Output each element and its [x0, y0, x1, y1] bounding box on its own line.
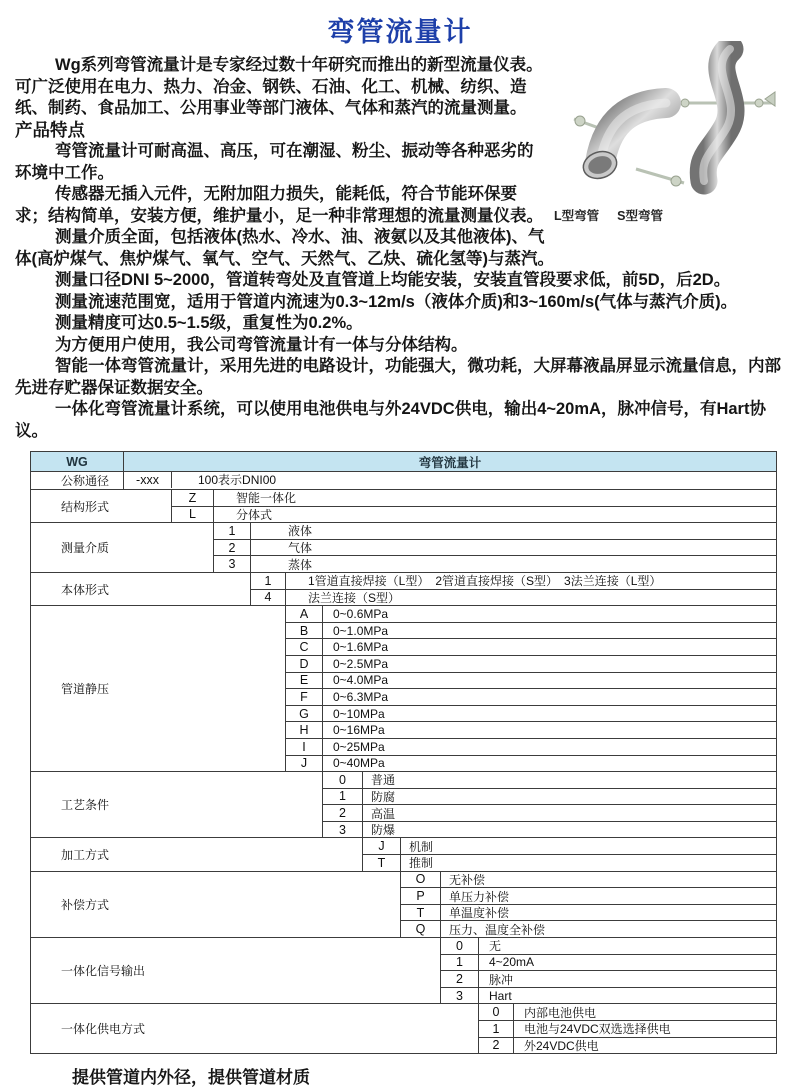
table-row: [172, 490, 776, 506]
table-group-rows: [172, 490, 776, 522]
table-group: [31, 771, 776, 837]
paragraph: 弯管流量计可耐高温、高压，可在潮湿、粉尘、振动等各种恶劣的环境中工作。: [15, 142, 534, 182]
table-code-cell: T: [401, 905, 441, 921]
table-group: [31, 871, 776, 937]
table-row: [286, 638, 776, 655]
table-value-cell: Hart: [489, 988, 512, 1003]
table-row: [323, 804, 776, 821]
table-code-cell: 4: [251, 590, 286, 606]
table-row: [363, 838, 776, 854]
table-value-cell: 智能一体化: [236, 491, 297, 506]
table-group-rows: [251, 573, 776, 605]
table-code-cell: 3: [323, 822, 363, 838]
table-value-cell: 内部电池供电: [524, 1005, 597, 1020]
table-value-cell: 无补偿: [449, 872, 486, 887]
table-value-cell: 气体: [288, 541, 313, 556]
table-row: [286, 721, 776, 738]
table-group: [31, 837, 776, 870]
footer-note: 提供管道内外径，提供管道材质: [72, 1068, 310, 1088]
pipes-illustration: [554, 41, 786, 199]
table-value-cell: 1管道直接焊接（L型） 2管道直接焊接（S型） 3法兰连接（L型）: [308, 574, 662, 589]
table-row: [286, 755, 776, 772]
table-code-cell: Z: [172, 490, 214, 506]
table-value-cell: 分体式: [236, 507, 273, 522]
table-value-cell: 防爆: [371, 823, 396, 838]
table-value-cell: 0~0.6MPa: [333, 606, 389, 621]
table-code-cell: J: [286, 756, 323, 772]
table-header-title: 弯管流量计: [418, 455, 482, 470]
paragraph: Wg系列弯管流量计是专家经过数十年研究而推出的新型流量仪表。可广泛使用在电力、热力、冶金、钢铁、石油、化工、机械、纺织、造纸、制药、食品加工、公用事业等部门液体、气体和蒸汽的流量测量。: [15, 56, 543, 117]
table-group: [31, 572, 776, 605]
table-label-cell: 本体形式: [31, 573, 251, 605]
table-code-cell: P: [401, 888, 441, 904]
table-value-cell: 0~4.0MPa: [333, 673, 389, 688]
table-value-cell: 0~40MPa: [333, 756, 385, 771]
table-code-cell: 0: [323, 772, 363, 788]
table-row: [251, 573, 776, 589]
table-header-row: [31, 452, 776, 471]
table-value-cell: 4~20mA: [489, 955, 535, 970]
table-row: [401, 920, 776, 937]
table-row: [323, 788, 776, 805]
table-group: [31, 522, 776, 572]
table-code-cell: 1: [251, 573, 286, 589]
paragraph: 一体化弯管流量计系统，可以使用电池供电与外24VDC供电，输出4~20mA，脉冲信号，有Hart协议。: [15, 400, 766, 440]
table-row: [479, 1004, 776, 1020]
table-label-cell: 补偿方式: [31, 872, 401, 937]
paragraph: 为方便用户使用，我公司弯管流量计有一体与分体结构。: [55, 335, 468, 354]
table-value-cell: 液体: [288, 524, 313, 539]
table-code-cell: 2: [323, 805, 363, 821]
table-code-cell: A: [286, 606, 323, 622]
table-row: [323, 821, 776, 838]
section-heading: 产品特点: [15, 119, 85, 140]
table-row: [286, 606, 776, 622]
table-group-rows: [323, 772, 776, 837]
table-value-cell: 0~1.6MPa: [333, 640, 389, 655]
table-row: [479, 1020, 776, 1037]
table-group: [31, 471, 776, 489]
l-pipe: [574, 103, 684, 186]
table-code-cell: 1: [441, 955, 479, 971]
table-value-cell: 外24VDC供电: [524, 1038, 599, 1053]
table-code-cell: C: [286, 639, 323, 655]
table-code-cell: 0: [441, 938, 479, 954]
table-code-cell: 3: [441, 988, 479, 1004]
table-group: [31, 1003, 776, 1053]
table-row: [214, 523, 776, 539]
table-group: [31, 489, 776, 522]
table-label-cell: 测量介质: [31, 523, 214, 572]
table-code-cell: 1: [479, 1021, 514, 1037]
table-group-rows: [441, 938, 776, 1003]
table-row: [286, 655, 776, 672]
page-title: 弯管流量计: [327, 17, 473, 47]
model-table-body: [31, 471, 776, 1053]
product-photo: [554, 41, 786, 227]
table-group-rows: [479, 1004, 776, 1053]
table-value-cell: 0~1.0MPa: [333, 623, 389, 638]
s-pipe: [669, 49, 775, 181]
table-code-cell: F: [286, 689, 323, 705]
table-group-rows: [286, 606, 776, 771]
paragraph: 测量介质全面，包括液体(热水、冷水、油、液氨以及其他液体)、气体(高炉煤气、焦炉煤气、氧气、空气、天然气、乙炔、硫化氢等)与蒸汽。: [15, 228, 554, 268]
table-row: [401, 887, 776, 904]
table-value-cell: 脉冲: [489, 972, 514, 987]
paragraph: 测量口径DNI 5~2000，管道转弯处及直管道上均能安装，安装直管段要求低，前5D，后2D。: [55, 271, 731, 289]
pipe-type-labels: [554, 206, 786, 228]
table-header-code: WG: [31, 452, 124, 471]
table-code-cell: B: [286, 623, 323, 639]
paragraph: 传感器无插入元件，无附加阻力损失，能耗低，符合节能环保要求；结构简单，安装方便，维护量小，足一种非常理想的流量测量仪表。: [15, 185, 543, 225]
table-label-cell: 管道静压: [31, 606, 286, 771]
table-group: [31, 937, 776, 1003]
table-row: [363, 854, 776, 871]
table-row: [214, 539, 776, 556]
intro-text: [0, 55, 800, 442]
l-pipe-label: L型弯管: [554, 208, 600, 223]
table-row: [251, 589, 776, 606]
table-value-cell: 机制: [409, 839, 434, 854]
table-label-cell: 工艺条件: [31, 772, 323, 837]
table-value-cell: 0~25MPa: [333, 739, 385, 754]
table-value-cell: 高温: [371, 806, 396, 821]
paragraph: 测量精度可达0.5~1.5级，重复性为0.2%。: [55, 314, 363, 332]
table-code-cell: E: [286, 673, 323, 689]
table-value-cell: 法兰连接（S型）: [308, 590, 401, 605]
table-row: [286, 622, 776, 639]
table-label-cell: 一体化信号输出: [31, 938, 441, 1003]
table-group-rows: [401, 872, 776, 937]
table-row: [286, 705, 776, 722]
table-group-rows: [214, 523, 776, 572]
paragraph: 智能一体弯管流量计，采用先进的电路设计，功能强大，微功耗，大屏幕液晶屏显示流量信息，内部先进存贮器保证数据安全。: [15, 357, 781, 397]
table-row: [214, 555, 776, 572]
table-code-cell: 1: [214, 523, 251, 539]
table-value-cell: 推制: [409, 856, 434, 871]
table-row: [172, 506, 776, 523]
table-value-cell: 0~10MPa: [333, 706, 385, 721]
table-code-cell: 1: [323, 789, 363, 805]
table-value-cell: 单温度补偿: [449, 906, 510, 921]
table-value-cell: 防腐: [371, 789, 396, 804]
table-code-cell: D: [286, 656, 323, 672]
table-value-cell: 蒸体: [288, 557, 313, 572]
table-code-cell: I: [286, 739, 323, 755]
table-row: [441, 970, 776, 987]
table-value-cell: 0~16MPa: [333, 723, 385, 738]
table-row: [479, 1037, 776, 1054]
s-pipe-label: S型弯管: [617, 208, 663, 223]
table-code-cell: G: [286, 706, 323, 722]
table-label-cell: 一体化供电方式: [31, 1004, 479, 1053]
table-code-cell: J: [363, 838, 401, 854]
table-value-cell: 0~2.5MPa: [333, 656, 389, 671]
paragraph: 测量流速范围宽，适用于管道内流速为0.3~12m/s（液体介质)和3~160m/s(气体与蒸汽介质)。: [55, 292, 738, 311]
table-value-cell: 100表示DNI00: [198, 473, 277, 488]
table-code-cell: 2: [479, 1038, 514, 1054]
table-group-rows: [363, 838, 776, 870]
table-value-cell: 普通: [371, 773, 396, 788]
model-selection-table: [30, 451, 777, 1054]
table-code-cell: T: [363, 855, 401, 871]
table-row: [441, 938, 776, 954]
table-code-cell: 3: [214, 556, 251, 572]
table-row: [286, 738, 776, 755]
table-code-cell: 0: [479, 1004, 514, 1020]
table-value-cell: 单压力补偿: [449, 889, 510, 904]
table-value-cell: 0~6.3MPa: [333, 689, 389, 704]
table-code-cell: Q: [401, 921, 441, 937]
table-row: [441, 954, 776, 971]
table-code-cell: 2: [441, 971, 479, 987]
table-group-rows: [124, 472, 776, 489]
table-value-cell: 电池与24VDC双选选择供电: [524, 1022, 671, 1037]
table-label-cell: 加工方式: [31, 838, 363, 870]
table-group: [31, 605, 776, 771]
table-code-cell: 2: [214, 540, 251, 556]
table-value-cell: 无: [489, 939, 502, 954]
table-code-cell: L: [172, 507, 214, 523]
table-value-cell: 压力、温度全补偿: [449, 922, 546, 937]
table-row: [286, 672, 776, 689]
table-row: [286, 688, 776, 705]
table-row: [401, 904, 776, 921]
table-label-cell: 结构形式: [31, 490, 172, 522]
table-row: [323, 772, 776, 788]
table-code-cell: H: [286, 722, 323, 738]
table-label-cell: 公称通径: [31, 472, 124, 489]
table-code-cell: -xxx: [124, 472, 172, 488]
table-row: [124, 472, 776, 488]
table-code-cell: O: [401, 872, 441, 888]
table-row: [441, 987, 776, 1004]
table-row: [401, 872, 776, 888]
